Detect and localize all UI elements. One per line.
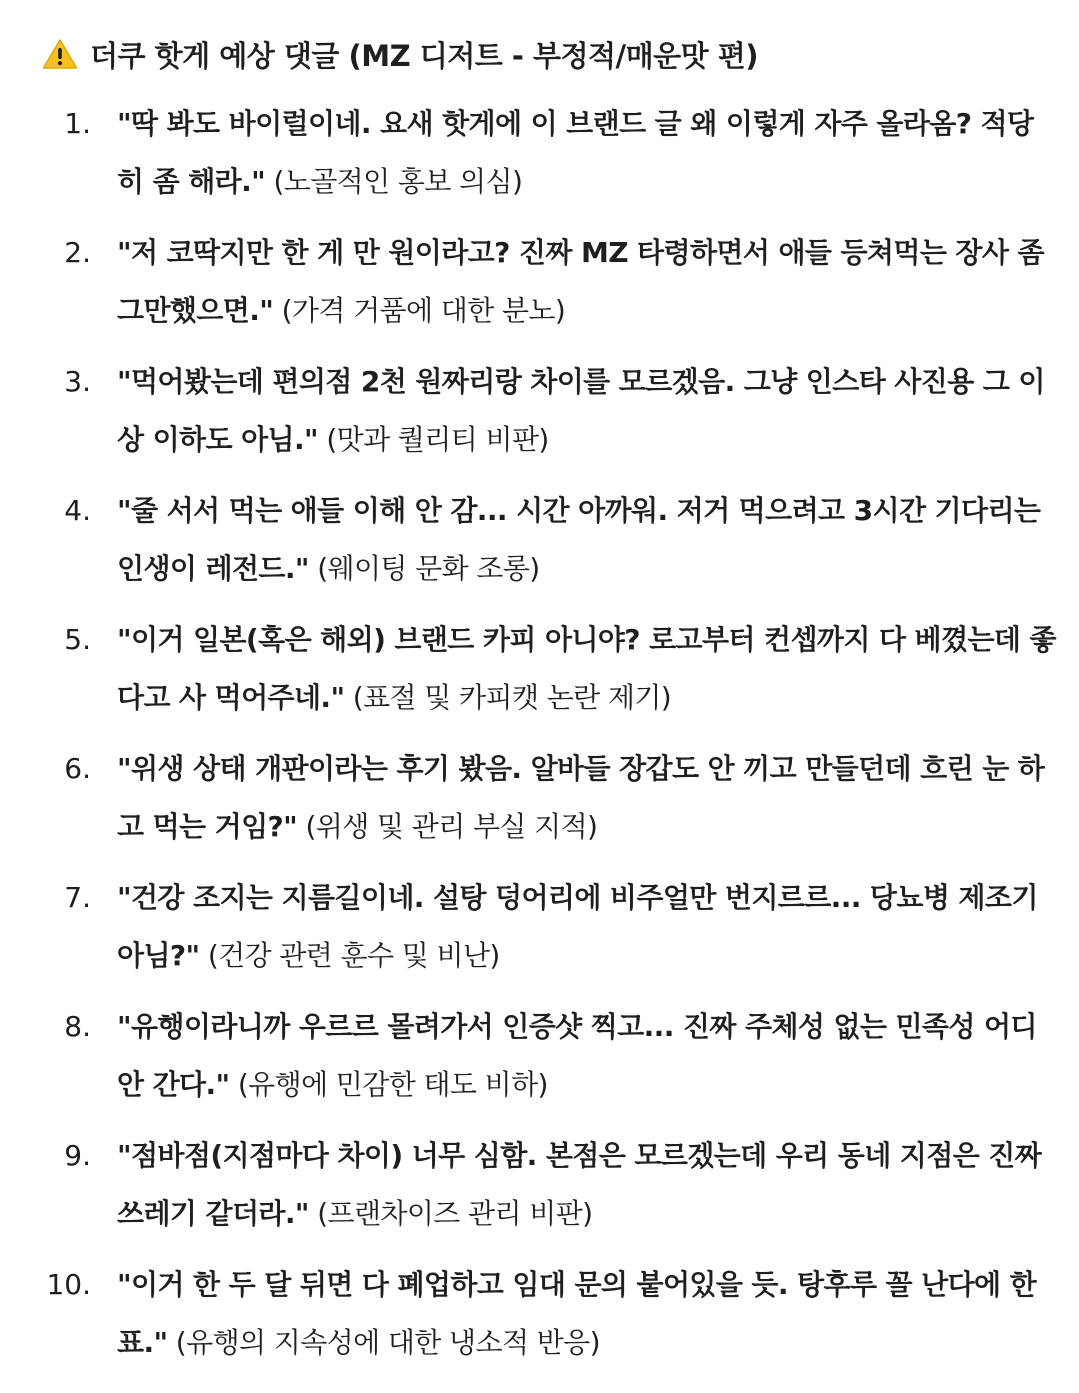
comment-note: (유행의 지속성에 대한 냉소적 반응) — [175, 1326, 600, 1359]
list-item — [0, 1127, 1079, 1256]
item-number: 3. — [64, 365, 91, 398]
comment-list — [0, 95, 1079, 1385]
list-item — [0, 482, 1079, 611]
comment-note: (웨이팅 문화 조롱) — [317, 552, 540, 585]
list-item — [0, 869, 1079, 998]
item-body — [117, 353, 1057, 469]
comment-quote: "먹어봤는데 편의점 2천 원짜리랑 차이를 모르겠음. 그냥 인스타 사진용 그 이상 이하도 아님." — [117, 365, 1045, 456]
section-heading — [42, 30, 758, 78]
item-number: 7. — [64, 881, 91, 914]
list-item — [0, 740, 1079, 869]
list-item — [0, 1256, 1079, 1385]
item-number: 1. — [64, 107, 91, 140]
item-number: 8. — [64, 1010, 91, 1043]
item-number: 5. — [64, 623, 91, 656]
comment-note: (노골적인 홍보 의심) — [273, 165, 523, 198]
list-item — [0, 224, 1079, 353]
item-body — [117, 740, 1057, 856]
item-number: 2. — [64, 236, 91, 269]
item-body — [117, 1256, 1057, 1372]
heading-text: 더쿠 핫게 예상 댓글 (MZ 디저트 - 부정적/매운맛 편) — [90, 38, 759, 73]
list-item — [0, 611, 1079, 740]
item-body — [117, 869, 1057, 985]
comment-note: (맛과 퀄리티 비판) — [326, 423, 549, 456]
comment-quote: "유행이라니까 우르르 몰려가서 인증샷 찍고... 진짜 주체성 없는 민족성 어디 안 간다." — [117, 1010, 1037, 1101]
list-item — [0, 998, 1079, 1127]
item-number: 6. — [64, 752, 91, 785]
item-body — [117, 998, 1057, 1114]
item-body — [117, 611, 1057, 727]
comment-note: (건강 관련 훈수 및 비난) — [207, 939, 500, 972]
item-body — [117, 95, 1057, 211]
item-number: 4. — [64, 494, 91, 527]
comment-quote: "건강 조지는 지름길이네. 설탕 덩어리에 비주얼만 번지르르... 당뇨병 제조기 아님?" — [117, 881, 1038, 972]
comment-quote: "위생 상태 개판이라는 후기 봤음. 알바들 장갑도 안 끼고 만들던데 흐린 눈 하고 먹는 거임?" — [117, 752, 1045, 843]
item-body — [117, 482, 1057, 598]
item-number: 10. — [46, 1268, 91, 1301]
item-body — [117, 1127, 1057, 1243]
list-item — [0, 95, 1079, 224]
comment-quote: "점바점(지점마다 차이) 너무 심함. 본점은 모르겠는데 우리 동네 지점은 진짜 쓰레기 같더라." — [117, 1139, 1042, 1230]
item-body — [117, 224, 1057, 340]
comment-quote: "이거 한 두 달 뒤면 다 폐업하고 임대 문의 붙어있을 듯. 탕후루 꼴 난다에 한 표." — [117, 1268, 1037, 1359]
comment-quote: "딱 봐도 바이럴이네. 요새 핫게에 이 브랜드 글 왜 이렇게 자주 올라옴? 적당히 좀 해라." — [117, 107, 1034, 198]
comment-note: (표절 및 카피캣 논란 제기) — [352, 681, 672, 714]
comment-note: (위생 및 관리 부실 지적) — [305, 810, 598, 843]
comment-quote: "저 코딱지만 한 게 만 원이라고? 진짜 MZ 타령하면서 애들 등쳐먹는 장사 좀 그만했으면." — [117, 236, 1044, 327]
comment-note: (가격 거품에 대한 분노) — [281, 294, 566, 327]
list-item — [0, 353, 1079, 482]
item-number: 9. — [64, 1139, 91, 1172]
warning-icon — [42, 38, 78, 70]
comment-note: (유행에 민감한 태도 비하) — [237, 1068, 548, 1101]
comment-quote: "이거 일본(혹은 해외) 브랜드 카피 아니야? 로고부터 컨셉까지 다 베꼈는데 좋다고 사 먹어주네." — [117, 623, 1056, 714]
comment-note: (프랜차이즈 관리 비판) — [317, 1197, 593, 1230]
comment-quote: "줄 서서 먹는 애들 이해 안 감... 시간 아까워. 저거 먹으려고 3시간 기다리는 인생이 레전드." — [117, 494, 1041, 585]
